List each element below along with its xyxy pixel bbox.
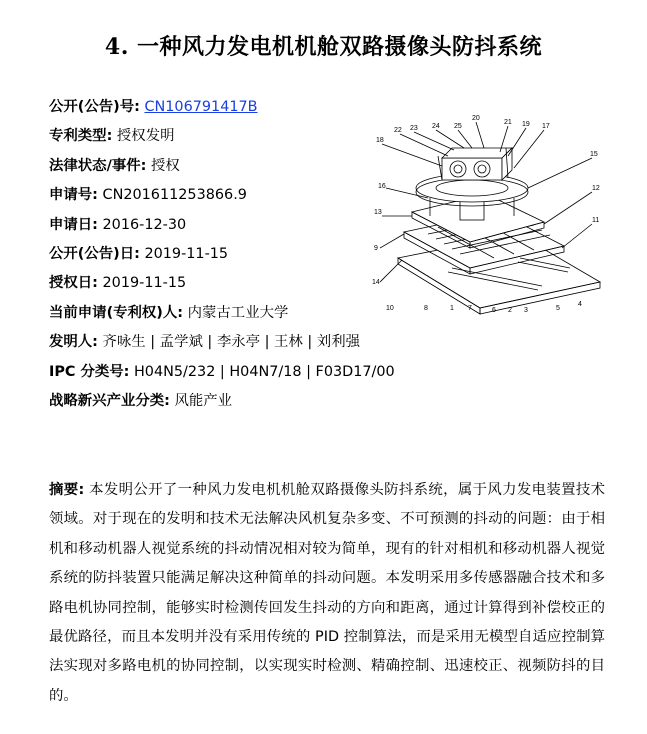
figure-label: 20 (472, 115, 480, 122)
field-label: 授权日: (49, 275, 98, 292)
field-application-date (49, 214, 369, 243)
field-value: 内蒙古工业大学 (187, 304, 289, 321)
figure-label: 15 (590, 151, 598, 158)
field-label: 发明人: (49, 334, 98, 351)
field-label: 申请日: (49, 216, 98, 233)
figure-label: 5 (556, 305, 560, 312)
figure-label: 23 (410, 125, 418, 132)
field-value: 2016-12-30 (102, 216, 187, 233)
figure-label: 22 (394, 127, 402, 134)
field-applicant (49, 302, 369, 331)
figure-label: 2 (508, 307, 512, 314)
figure-label: 14 (372, 279, 380, 286)
field-industry (49, 390, 369, 419)
figure-label: 13 (374, 209, 382, 216)
field-legal-status (49, 155, 369, 184)
figure-label: 11 (592, 217, 600, 224)
figure-label: 10 (386, 305, 394, 312)
field-label: 公开(公告)日: (49, 245, 140, 262)
figure-label: 12 (592, 185, 600, 192)
figure-label: 4 (578, 301, 582, 308)
field-value: 2019-11-15 (144, 245, 229, 262)
field-grant-date (49, 272, 369, 301)
figure-label: 3 (524, 307, 528, 314)
figure-label: 16 (378, 183, 386, 190)
field-ipc (49, 361, 395, 390)
field-value: 2019-11-15 (102, 275, 187, 292)
field-patent-type (49, 125, 369, 154)
figure-label: 25 (454, 123, 462, 130)
figure-label: 8 (424, 305, 428, 312)
field-value: H04N5/232 | H04N7/18 | F03D17/00 (133, 363, 395, 380)
abstract-label: 摘要: (49, 482, 85, 498)
abstract-paragraph (49, 476, 605, 711)
field-value: 齐咏生 | 孟学斌 | 李永亭 | 王林 | 刘利强 (102, 334, 360, 351)
figure-label: 18 (376, 137, 384, 144)
figure-label: 1 (450, 305, 454, 312)
publication-number-link[interactable]: CN106791417B (144, 99, 258, 115)
field-label: 专利类型: (49, 128, 113, 145)
field-value: 风能产业 (174, 392, 233, 409)
figure-label: 24 (432, 123, 440, 130)
patent-drawing-svg (368, 112, 608, 318)
field-application-number (49, 184, 369, 213)
field-publication-date (49, 243, 369, 272)
field-label: 战略新兴产业分类: (49, 392, 170, 409)
field-value: CN201611253866.9 (102, 187, 247, 204)
field-label: 法律状态/事件: (49, 157, 147, 174)
figure-label: 7 (468, 305, 472, 312)
field-label: 公开(公告)号: (49, 99, 140, 115)
figure-label: 9 (374, 245, 378, 252)
field-publication-number (49, 96, 369, 125)
page-title: 4. 一种风力发电机机舱双路摄像头防抖系统 (104, 34, 543, 60)
figure-label: 21 (504, 119, 512, 126)
field-label: IPC 分类号: (49, 363, 130, 380)
figure-label: 17 (542, 123, 550, 130)
abstract-text: 本发明公开了一种风力发电机机舱双路摄像头防抖系统，属于风力发电装置技术领域。对于现在的发明和技术无法解决风机复杂多变、不可预测的抖动的问题：由于相机和移动机器人视觉系统的抖动情况相对较为简单，现有的针对相机和移动机器人视觉系统的防抖装置只能满足解决这种简单的抖动问题。本发明采用多传感器融合技术和多路电机协同控制，能够实时检测传回发生抖动的方向和距离，通过计算得到补偿校正的最优路径，而且本发明并没有采用传统的 PID 控制算法，而是采用无模型自适应控制算法实现对多路电机的协同控制，以实现实时检测、精确控制、迅速校正、视频防抖的目的。 (49, 482, 605, 704)
field-value: 授权发明 (116, 128, 175, 145)
field-value: 授权 (150, 157, 180, 174)
field-inventors (49, 331, 369, 360)
figure-label: 6 (492, 307, 496, 314)
field-label: 申请号: (49, 187, 98, 204)
patent-drawing (368, 112, 608, 318)
figure-label: 19 (522, 121, 530, 128)
field-label: 当前申请(专利权)人: (49, 304, 184, 321)
